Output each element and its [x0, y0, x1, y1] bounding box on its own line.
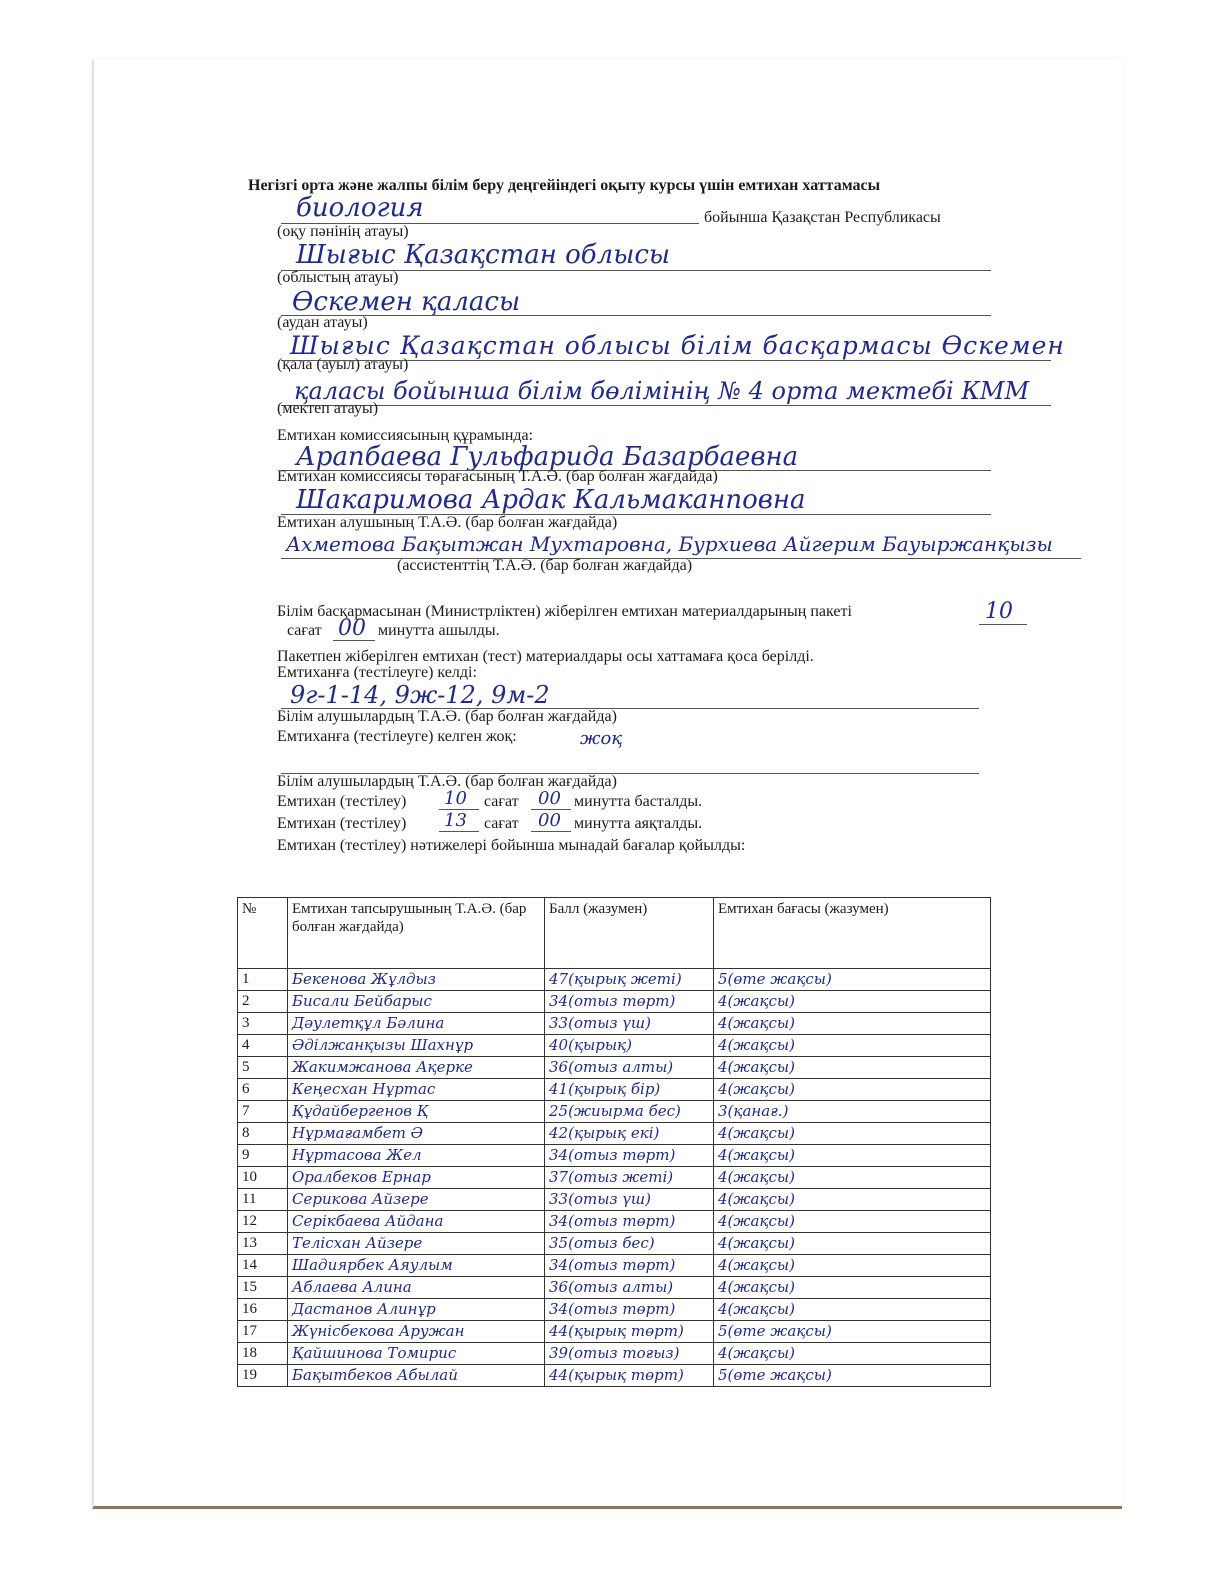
package-hour-label: сағат: [287, 622, 322, 639]
end-prefix: Емтихан (тестілеу): [277, 815, 407, 832]
absent-label: Емтиханға (тестілеуге) келген жоқ:: [277, 728, 517, 745]
row-number: 2: [238, 991, 288, 1013]
student-score: 35(отыз бес): [545, 1233, 714, 1255]
student-name: Қайшинова Томирис: [288, 1343, 545, 1365]
student-name: Құдайбергенов Қ: [288, 1101, 545, 1123]
row-number: 16: [238, 1299, 288, 1321]
student-score: 40(қырық): [545, 1035, 714, 1057]
row-number: 5: [238, 1057, 288, 1079]
student-name: Кеңесхан Нұртас: [288, 1079, 545, 1101]
student-grade: 4(жақсы): [714, 1299, 991, 1321]
grades-table: [237, 897, 991, 1387]
student-score: 33(отыз үш): [545, 1189, 714, 1211]
subject-value: биология: [296, 193, 424, 223]
city-caption: (қала (ауыл) атауы): [277, 356, 409, 373]
results-text: Емтихан (тестілеу) нәтижелері бойынша мынадай бағалар қойылды:: [277, 837, 746, 854]
table-row: [238, 1299, 991, 1321]
row-number: 11: [238, 1189, 288, 1211]
student-score: 44(қырық төрт): [545, 1365, 714, 1387]
student-name: Дәулетқұл Бәлина: [288, 1013, 545, 1035]
table-row: [238, 1167, 991, 1189]
region-caption: (облыстың атауы): [277, 269, 399, 286]
district-value: Өскемен қаласы: [292, 287, 521, 317]
student-name: Шадиярбек Аяулым: [288, 1255, 545, 1277]
table-row: [238, 1145, 991, 1167]
school-caption: (мектеп атауы): [277, 400, 379, 417]
student-grade: 5(өте жақсы): [714, 1365, 991, 1387]
student-grade: 5(өте жақсы): [714, 969, 991, 991]
student-score: 34(отыз төрт): [545, 1255, 714, 1277]
absent-value: жоқ: [580, 728, 623, 749]
student-grade: 4(жақсы): [714, 1233, 991, 1255]
city-value: Шығыс Қазақстан облысы білім басқармасы Өскемен: [290, 331, 1065, 360]
row-number: 15: [238, 1277, 288, 1299]
row-number: 4: [238, 1035, 288, 1057]
came-value: 9г-1-14, 9ж-12, 9м-2: [290, 681, 550, 709]
student-name: Серикова Айзере: [288, 1189, 545, 1211]
row-number: 12: [238, 1211, 288, 1233]
start-minute: 00: [538, 788, 561, 809]
table-row: [238, 1013, 991, 1035]
table-row: [238, 969, 991, 991]
student-score: 36(отыз алты): [545, 1057, 714, 1079]
student-score: 47(қырық жеті): [545, 969, 714, 991]
student-name: Жакимжанова Ақерке: [288, 1057, 545, 1079]
student-grade: 4(жақсы): [714, 1343, 991, 1365]
row-number: 19: [238, 1365, 288, 1387]
chair-value: Арапбаева Гульфарида Базарбаевна: [296, 442, 799, 472]
student-grade: 4(жақсы): [714, 1167, 991, 1189]
package-minute-label: минутта ашылды.: [378, 622, 500, 639]
table-row: [238, 1035, 991, 1057]
student-score: 33(отыз үш): [545, 1013, 714, 1035]
table-header-row: [238, 898, 991, 969]
district-caption: (аудан атауы): [277, 314, 368, 331]
table-row: [238, 1079, 991, 1101]
subject-caption: (оқу пәнінің атауы): [277, 223, 409, 240]
student-grade: 4(жақсы): [714, 1123, 991, 1145]
end-suffix: минутта аяқталды.: [574, 815, 703, 832]
examiner-caption: Емтихан алушының Т.А.Ә. (бар болған жағдайда): [277, 514, 618, 531]
table-row: [238, 1189, 991, 1211]
student-grade: 5(өте жақсы): [714, 1321, 991, 1343]
row-number: 8: [238, 1123, 288, 1145]
school-value: қаласы бойынша білім бөлімінің № 4 орта мектебі КММ: [294, 377, 1030, 405]
student-grade: 4(жақсы): [714, 991, 991, 1013]
student-score: 34(отыз төрт): [545, 991, 714, 1013]
student-grade: 4(жақсы): [714, 1211, 991, 1233]
student-score: 25(жиырма бес): [545, 1101, 714, 1123]
student-name: Әділжанқызы Шахнұр: [288, 1035, 545, 1057]
student-grade: 4(жақсы): [714, 1189, 991, 1211]
assistants-caption: (ассистенттің Т.А.Ә. (бар болған жағдайда): [397, 557, 693, 574]
document-title: Негізгі орта және жалпы білім беру деңгейіндегі оқыту курсы үшін емтихан хаттамасы: [248, 177, 881, 194]
table-row: [238, 1255, 991, 1277]
region-value: Шығыс Қазақстан облысы: [296, 240, 671, 270]
grades-body: [238, 969, 991, 1387]
student-name: Нұртасова Жел: [288, 1145, 545, 1167]
table-row: [238, 991, 991, 1013]
row-number: 13: [238, 1233, 288, 1255]
table-row: [238, 1211, 991, 1233]
package-hour-line: [979, 624, 1027, 625]
package-minute-line: [333, 640, 375, 641]
header-grade: Емтихан бағасы (жазумен): [714, 898, 991, 969]
district-line: [281, 315, 991, 316]
student-grade: 4(жақсы): [714, 1079, 991, 1101]
commission-label: Емтихан комиссиясының құрамында:: [277, 427, 534, 444]
row-number: 3: [238, 1013, 288, 1035]
student-score: 37(отыз жеті): [545, 1167, 714, 1189]
row-number: 10: [238, 1167, 288, 1189]
student-name: Дастанов Алинұр: [288, 1299, 545, 1321]
student-name: Оралбеков Ернар: [288, 1167, 545, 1189]
row-number: 1: [238, 969, 288, 991]
table-row: [238, 1365, 991, 1387]
student-grade: 4(жақсы): [714, 1057, 991, 1079]
student-grade: 3(қанағ.): [714, 1101, 991, 1123]
school-line: [281, 405, 1051, 406]
header-num: №: [238, 898, 288, 969]
examiner-value: Шакаримова Ардак Кальмаканповна: [296, 485, 806, 515]
end-hour-line: [439, 831, 479, 832]
student-grade: 4(жақсы): [714, 1277, 991, 1299]
table-row: [238, 1123, 991, 1145]
start-suffix: минутта басталды.: [574, 793, 703, 810]
end-hour: 13: [444, 810, 467, 831]
package-minute-value: 00: [338, 616, 366, 641]
came-label: Емтиханға (тестілеуге) келді:: [277, 664, 477, 681]
package-attached-text: Пакетпен жіберілген емтихан (тест) материалдары осы хаттамаға қоса берілді.: [277, 648, 814, 665]
row-number: 6: [238, 1079, 288, 1101]
table-row: [238, 1343, 991, 1365]
student-name: Бақытбеков Абылай: [288, 1365, 545, 1387]
student-name: Аблаева Алина: [288, 1277, 545, 1299]
end-minute-line: [531, 831, 571, 832]
header-name: Емтихан тапсырушының Т.А.Ә. (бар болған жағдайда): [288, 898, 545, 969]
start-prefix: Емтихан (тестілеу): [277, 793, 407, 810]
assistants-value: Ахметова Бақытжан Мухтаровна, Бурхиева Айгерим Бауыржанқызы: [286, 532, 1053, 556]
student-grade: 4(жақсы): [714, 1255, 991, 1277]
table-row: [238, 1321, 991, 1343]
student-name: Серікбаева Айдана: [288, 1211, 545, 1233]
student-name: Телісхан Айзере: [288, 1233, 545, 1255]
student-name: Нұрмағамбет Ә: [288, 1123, 545, 1145]
package-hour-value: 10: [985, 599, 1013, 624]
student-score: 44(қырық төрт): [545, 1321, 714, 1343]
table-row: [238, 1101, 991, 1123]
student-grade: 4(жақсы): [714, 1035, 991, 1057]
student-score: 34(отыз төрт): [545, 1299, 714, 1321]
row-number: 14: [238, 1255, 288, 1277]
header-score: Балл (жазумен): [545, 898, 714, 969]
table-row: [238, 1277, 991, 1299]
came-caption: Білім алушылардың Т.А.Ә. (бар болған жағдайда): [277, 708, 617, 725]
table-row: [238, 1233, 991, 1255]
row-number: 9: [238, 1145, 288, 1167]
student-name: Бекенова Жұлдыз: [288, 969, 545, 991]
start-hour-label: сағат: [484, 793, 519, 810]
absent-caption: Білім алушылардың Т.А.Ә. (бар болған жағдайда): [277, 773, 617, 790]
student-name: Бисали Бейбарыс: [288, 991, 545, 1013]
student-score: 41(қырық бір): [545, 1079, 714, 1101]
student-name: Жүнісбекова Аружан: [288, 1321, 545, 1343]
student-score: 36(отыз алты): [545, 1277, 714, 1299]
end-hour-label: сағат: [484, 815, 519, 832]
package-text: Білім басқармасынан (Министрліктен) жіберілген емтихан материалдарының пакеті: [277, 603, 852, 620]
table-row: [238, 1057, 991, 1079]
chair-caption: Емтихан комиссиясы төрағасының Т.А.Ә. (бар болған жағдайда): [277, 468, 718, 485]
start-hour: 10: [444, 788, 467, 809]
student-score: 39(отыз тоғыз): [545, 1343, 714, 1365]
student-grade: 4(жақсы): [714, 1013, 991, 1035]
row-number: 18: [238, 1343, 288, 1365]
student-score: 34(отыз төрт): [545, 1211, 714, 1233]
end-minute: 00: [538, 810, 561, 831]
subject-suffix: бойынша Қазақстан Республикасы: [704, 209, 941, 226]
row-number: 7: [238, 1101, 288, 1123]
student-score: 34(отыз төрт): [545, 1145, 714, 1167]
row-number: 17: [238, 1321, 288, 1343]
student-score: 42(қырық екі): [545, 1123, 714, 1145]
student-grade: 4(жақсы): [714, 1145, 991, 1167]
